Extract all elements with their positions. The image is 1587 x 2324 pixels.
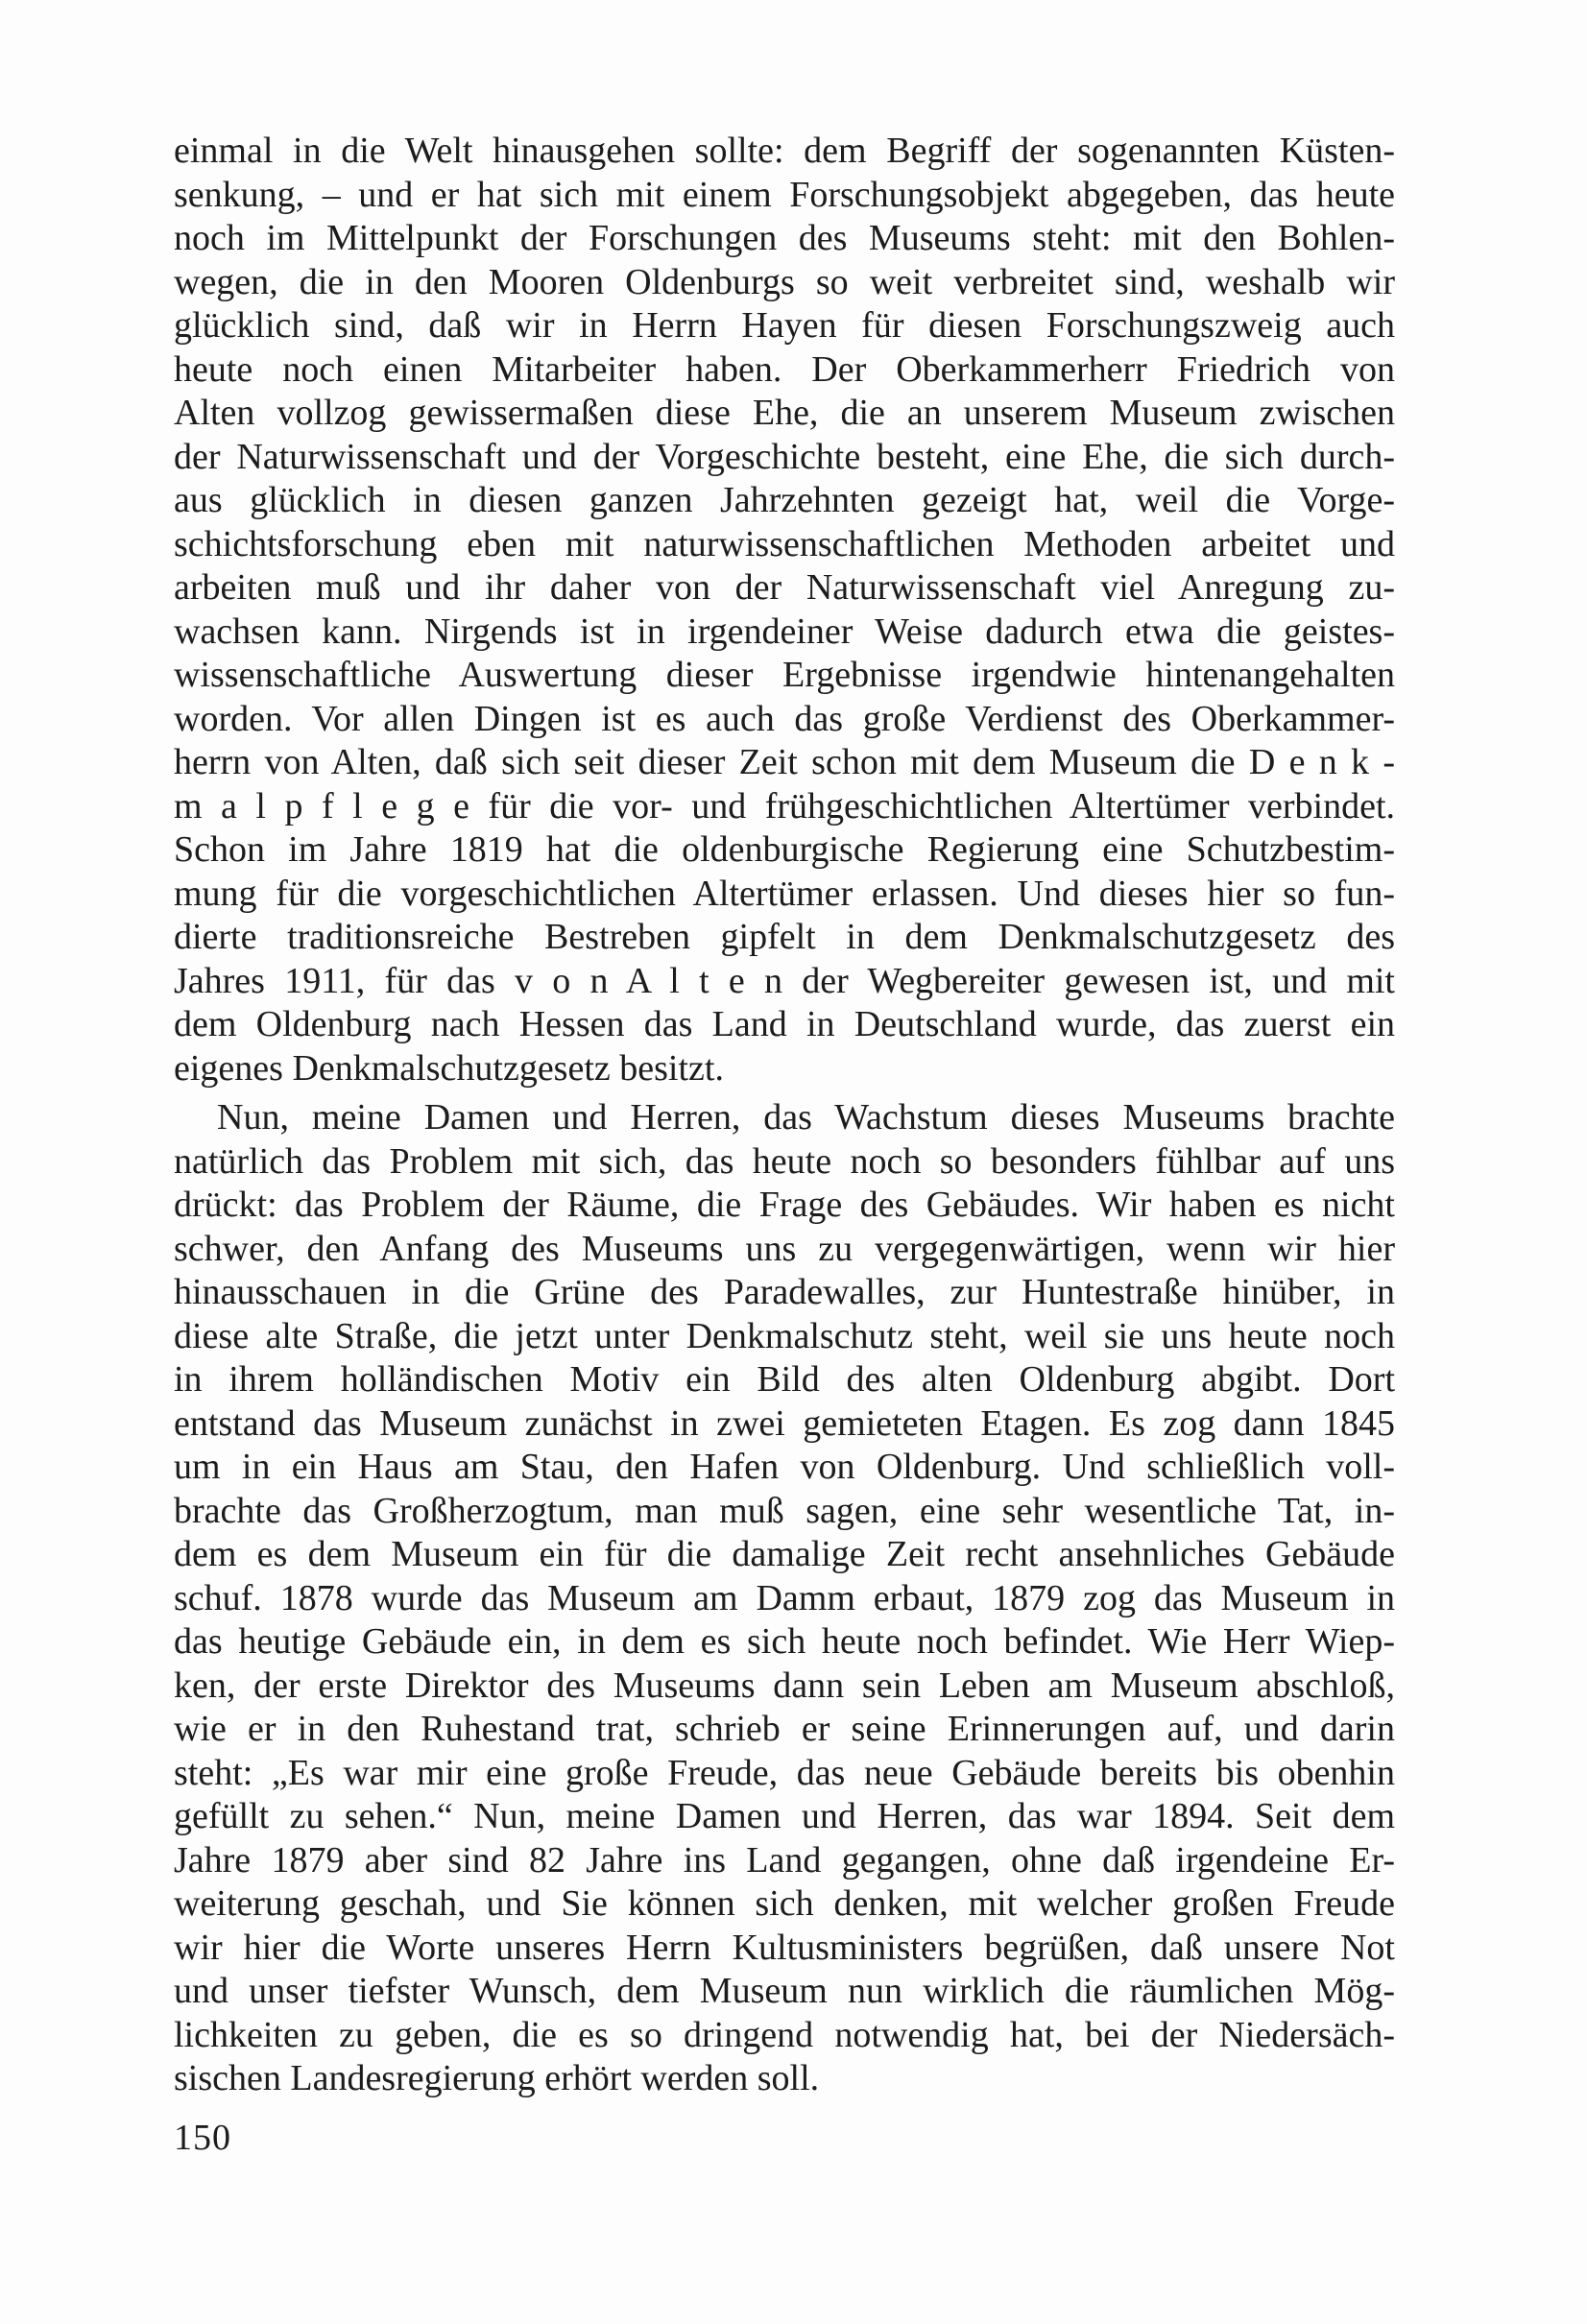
text-line: worden. Vor allen Dingen ist es auch das große Verdienst des Oberkammer- (174, 698, 1395, 739)
text-line: der Naturwissenschaft und der Vorgeschichte besteht, eine Ehe, die sich durch- (174, 436, 1395, 477)
text-line: m a l p f l e g e für die vor- und frühgeschichtlichen Altertümer verbindet. (174, 785, 1395, 827)
text-line: wegen, die in den Mooren Oldenburgs so weit verbreitet sind, weshalb wir (174, 261, 1395, 302)
paragraph-1 (174, 130, 1395, 1090)
text-line: Schon im Jahre 1819 hat die oldenburgische Regierung eine Schutzbestim- (174, 829, 1395, 870)
text-line: gefüllt zu sehen.“ Nun, meine Damen und Herren, das war 1894. Seit dem (174, 1796, 1395, 1836)
text-line: herrn von Alten, daß sich seit dieser Zeit schon mit dem Museum die D e n k - (174, 742, 1395, 782)
text-line: entstand das Museum zunächst in zwei gemieteten Etagen. Es zog dann 1845 (174, 1402, 1395, 1444)
text-line: glücklich sind, daß wir in Herrn Hayen für diesen Forschungszweig auch (174, 305, 1395, 346)
text-line: um in ein Haus am Stau, den Hafen von Oldenburg. Und schließlich voll- (174, 1447, 1395, 1487)
text-line: dierte traditionsreiche Bestreben gipfelt in dem Denkmalschutzgesetz des (174, 917, 1395, 957)
text-line: schwer, den Anfang des Museums uns zu vergegenwärtigen, wenn wir hier (174, 1228, 1395, 1269)
text-line: wir hier die Worte unseres Herrn Kultusministers begrüßen, daß unsere Not (174, 1927, 1395, 1968)
text-line: schuf. 1878 wurde das Museum am Damm erbaut, 1879 zog das Museum in (174, 1577, 1395, 1618)
text-line: lichkeiten zu geben, die es so dringend notwendig hat, bei der Niedersäch- (174, 2014, 1395, 2055)
text-line: eigenes Denkmalschutzgesetz besitzt. (174, 1047, 724, 1089)
text-line: sischen Landesregierung erhört werden soll. (174, 2058, 820, 2098)
text-line: arbeiten muß und ihr daher von der Naturwissenschaft viel Anregung zu- (174, 567, 1395, 608)
text-line: wie er in den Ruhestand trat, schrieb er seine Erinnerungen auf, und darin (174, 1709, 1395, 1749)
text-line: drückt: das Problem der Räume, die Frage des Gebäudes. Wir haben es nicht (174, 1185, 1395, 1225)
text-line: Nun, meine Damen und Herren, das Wachstum dieses Museums brachte (217, 1097, 1395, 1138)
body-text (174, 130, 1395, 2101)
text-line: wissenschaftliche Auswertung dieser Ergebnisse irgendwie hintenangehalten (174, 655, 1395, 695)
text-line: dem es dem Museum ein für die damalige Zeit recht ansehnliches Gebäude (174, 1534, 1395, 1574)
text-line: aus glücklich in diesen ganzen Jahrzehnten gezeigt hat, weil die Vorge- (174, 480, 1395, 520)
text-line: und unser tiefster Wunsch, dem Museum nun wirklich die räumlichen Mög- (174, 1971, 1395, 2011)
text-line: Alten vollzog gewissermaßen diese Ehe, die an unserem Museum zwischen (174, 393, 1395, 433)
text-line: das heutige Gebäude ein, in dem es sich heute noch befindet. Wie Herr Wiep- (174, 1621, 1395, 1662)
text-line: hinausschauen in die Grüne des Paradewalles, zur Huntestraße hinüber, in (174, 1272, 1395, 1312)
text-line: wachsen kann. Nirgends ist in irgendeiner Weise dadurch etwa die geistes- (174, 611, 1395, 652)
text-line: steht: „Es war mir eine große Freude, das neue Gebäude bereits bis obenhin (174, 1752, 1395, 1793)
text-line: brachte das Großherzogtum, man muß sagen, eine sehr wesentliche Tat, in- (174, 1490, 1395, 1531)
text-line: weiterung geschah, und Sie können sich denken, mit welcher großen Freude (174, 1883, 1395, 1924)
text-line: Jahre 1879 aber sind 82 Jahre ins Land gegangen, ohne daß irgendeine Er- (174, 1839, 1395, 1881)
text-line: diese alte Straße, die jetzt unter Denkmalschutz steht, weil sie uns heute noch (174, 1315, 1395, 1356)
page-number: 150 (174, 2118, 231, 2158)
paragraph-2 (174, 1096, 1395, 2101)
text-line: ken, der erste Direktor des Museums dann sein Leben am Museum abschloß, (174, 1665, 1395, 1706)
text-line: heute noch einen Mitarbeiter haben. Der Oberkammerherr Friedrich von (174, 348, 1395, 390)
text-line: noch im Mittelpunkt der Forschungen des Museums steht: mit den Bohlen- (174, 218, 1395, 258)
text-line: einmal in die Welt hinausgehen sollte: dem Begriff der sogenannten Küsten- (174, 131, 1395, 171)
text-line: Jahres 1911, für das v o n A l t e n der Wegbereiter gewesen ist, und mit (174, 960, 1395, 1001)
text-line: natürlich das Problem mit sich, das heute noch so besonders fühlbar auf uns (174, 1140, 1395, 1182)
text-line: dem Oldenburg nach Hessen das Land in Deutschland wurde, das zuerst ein (174, 1004, 1395, 1044)
text-line: schichtsforschung eben mit naturwissenschaftlichen Methoden arbeitet und (174, 523, 1395, 564)
text-line: in ihrem holländischen Motiv ein Bild des alten Oldenburg abgibt. Dort (174, 1359, 1395, 1400)
text-line: mung für die vorgeschichtlichen Altertümer erlassen. Und dieses hier so fun- (174, 873, 1395, 914)
text-line: senkung, – und er hat sich mit einem Forschungsobjekt abgegeben, das heute (174, 174, 1395, 215)
